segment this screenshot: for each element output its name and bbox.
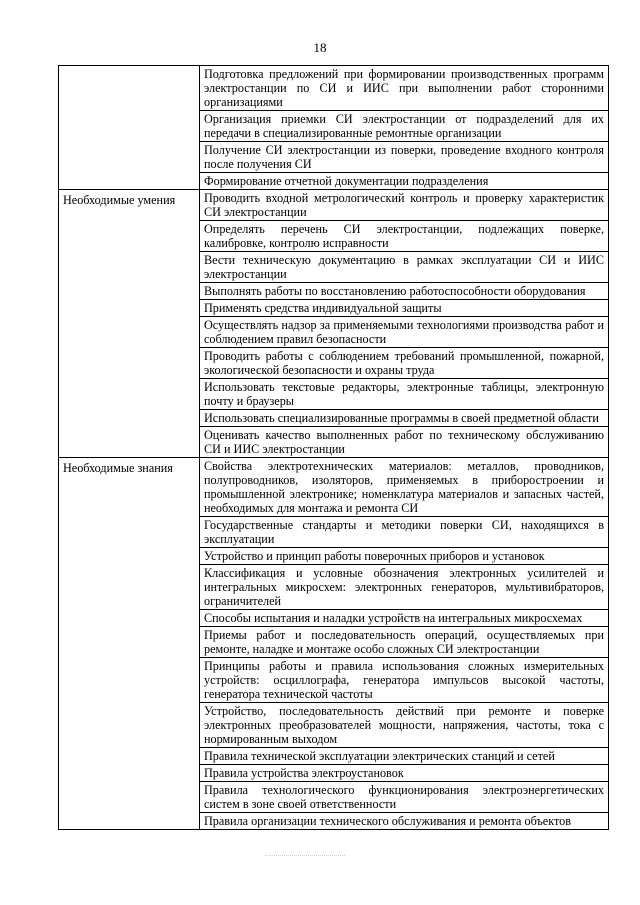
requirement-item: Правила устройства электроустановок	[200, 765, 609, 782]
requirement-item: Способы испытания и наладки устройств на интегральных микросхемах	[200, 610, 609, 627]
requirement-item: Подготовка предложений при формировании производственных программ электростанции по СИ и ИИС при выполнении работ сторонними организациями	[200, 66, 609, 111]
requirement-item: Устройство, последовательность действий при ремонте и поверке электронных преобразователей мощности, напряжения, частоты, тока с нормированным выходом	[200, 703, 609, 748]
requirement-item: Проводить работы с соблюдением требований промышленной, пожарной, экологической безопасности и охраны труда	[200, 348, 609, 379]
requirement-item: Применять средства индивидуальной защиты	[200, 300, 609, 317]
requirements-table-body	[59, 66, 609, 830]
requirements-table	[58, 65, 609, 830]
requirement-item: Классификация и условные обозначения электронных усилителей и интегральных микросхем: электронных генераторов, мультивибраторов, ограничителей	[200, 565, 609, 610]
requirement-item: Принципы работы и правила использования сложных измерительных устройств: осциллографа, генератора импульсов высокой частоты, генератора технической частоты	[200, 658, 609, 703]
requirement-item: Правила технологического функционирования электроэнергетических систем в зоне своей ответственности	[200, 782, 609, 813]
table-row	[59, 190, 609, 221]
section-label: Необходимые умения	[59, 190, 200, 458]
requirement-item: Формирование отчетной документации подразделения	[200, 173, 609, 190]
requirement-item: Государственные стандарты и методики поверки СИ, находящихся в эксплуатации	[200, 517, 609, 548]
section-label	[59, 66, 200, 190]
page-footer-mark	[265, 855, 345, 856]
requirement-item: Получение СИ электростанции из поверки, проведение входного контроля после получения СИ	[200, 142, 609, 173]
requirement-item: Использовать специализированные программы в своей предметной области	[200, 410, 609, 427]
requirement-item: Осуществлять надзор за применяемыми технологиями производства работ и соблюдением правил безопасности	[200, 317, 609, 348]
section-label: Необходимые знания	[59, 458, 200, 830]
requirement-item: Использовать текстовые редакторы, электронные таблицы, электронную почту и браузеры	[200, 379, 609, 410]
requirement-item: Устройство и принцип работы поверочных приборов и установок	[200, 548, 609, 565]
requirement-item: Правила организации технического обслуживания и ремонта объектов	[200, 813, 609, 830]
page-number: 18	[313, 40, 327, 55]
table-row	[59, 66, 609, 111]
requirement-item: Определять перечень СИ электростанции, подлежащих поверке, калибровке, контролю исправности	[200, 221, 609, 252]
table-row	[59, 458, 609, 517]
requirement-item: Выполнять работы по восстановлению работоспособности оборудования	[200, 283, 609, 300]
requirement-item: Проводить входной метрологический контроль и проверку характеристик СИ электростанции	[200, 190, 609, 221]
requirement-item: Приемы работ и последовательность операций, осуществляемых при ремонте, наладке и монтаже особо сложных СИ электростанции	[200, 627, 609, 658]
requirement-item: Вести техническую документацию в рамках эксплуатации СИ и ИИС электростанции	[200, 252, 609, 283]
requirement-item: Оценивать качество выполненных работ по техническому обслуживанию СИ и ИИС электростанции	[200, 427, 609, 458]
requirement-item: Правила технической эксплуатации электрических станций и сетей	[200, 748, 609, 765]
requirement-item: Организация приемки СИ электростанции от подразделений для их передачи в специализированные ремонтные организации	[200, 111, 609, 142]
requirement-item: Свойства электротехнических материалов: металлов, проводников, полупроводников, изоляторов, применяемых в приборостроении и промышленной электронике; номенклатура материалов и запасных частей, необходимых для монтажа и ремонта СИ	[200, 458, 609, 517]
